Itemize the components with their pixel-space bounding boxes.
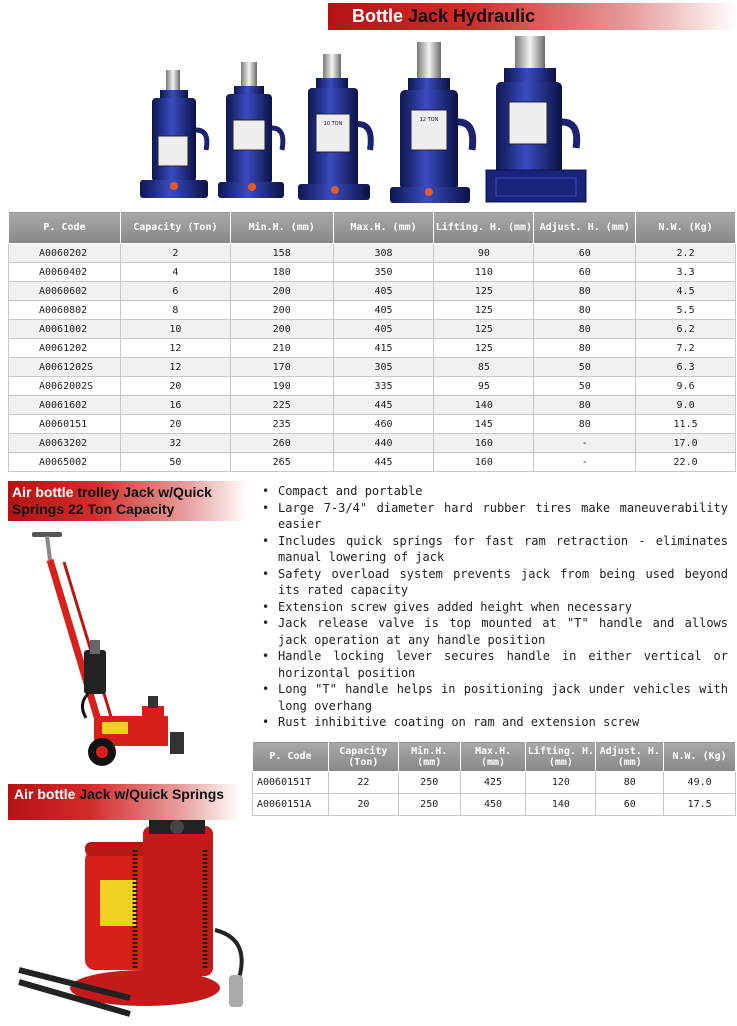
- table-cell: 85: [434, 358, 534, 377]
- table-cell: 95: [434, 377, 534, 396]
- banner-black-text: Jack Hydraulic: [408, 6, 536, 26]
- table-cell: 265: [230, 453, 333, 472]
- bottle-jack-spec-table: [8, 211, 736, 472]
- column-header: Adjust. H. (mm): [596, 742, 664, 772]
- feature-item: • Handle locking lever secures handle in either vertical or horizontal position: [258, 648, 728, 681]
- table-cell: 9.6: [636, 377, 736, 396]
- air-bottle-jack-photo: [15, 820, 265, 1020]
- trolley-jack-banner: [8, 481, 248, 521]
- table-cell: A0061002: [9, 320, 121, 339]
- table-cell: 80: [534, 282, 636, 301]
- table-cell: 4.5: [636, 282, 736, 301]
- table-cell: A0062002S: [9, 377, 121, 396]
- banner-red-text: Air bottle: [14, 786, 76, 802]
- table-cell: 210: [230, 339, 333, 358]
- table-cell: 145: [434, 415, 534, 434]
- trolley-jack-photo: [20, 520, 190, 778]
- jack-2ton: [140, 70, 208, 198]
- table-cell: 3.3: [636, 263, 736, 282]
- table-cell: 405: [333, 301, 434, 320]
- table-cell: 12: [120, 358, 230, 377]
- trolley-jack: [32, 532, 184, 766]
- table-cell: 405: [333, 282, 434, 301]
- table-cell: 4: [120, 263, 230, 282]
- table-cell: 125: [434, 282, 534, 301]
- feature-item: • Compact and portable: [258, 483, 728, 500]
- table-cell: 225: [230, 396, 333, 415]
- table-cell: 6: [120, 282, 230, 301]
- banner-black-text: Jack w/Quick Springs: [79, 786, 225, 802]
- table-cell: 450: [460, 794, 526, 816]
- table-cell: A0060151: [9, 415, 121, 434]
- table-cell: 22: [328, 772, 398, 794]
- table-cell: A0061202: [9, 339, 121, 358]
- table-cell: 10: [120, 320, 230, 339]
- table-cell: 12: [120, 339, 230, 358]
- table-row: [9, 358, 736, 377]
- jack-label: 10 TON: [323, 121, 343, 127]
- column-header: P. Code: [9, 212, 121, 244]
- column-header: P. Code: [253, 742, 329, 772]
- table-cell: 235: [230, 415, 333, 434]
- column-header: Capacity (Ton): [120, 212, 230, 244]
- table-cell: 250: [398, 794, 460, 816]
- table-cell: 2.2: [636, 244, 736, 263]
- table-cell: 445: [333, 396, 434, 415]
- table-cell: 90: [434, 244, 534, 263]
- column-header: Adjust. H. (mm): [534, 212, 636, 244]
- table-cell: 49.0: [664, 772, 736, 794]
- table-row: [9, 434, 736, 453]
- table-cell: 170: [230, 358, 333, 377]
- table-cell: A0065002: [9, 453, 121, 472]
- table-cell: 460: [333, 415, 434, 434]
- table-cell: 60: [534, 244, 636, 263]
- table-row: [9, 263, 736, 282]
- table-cell: A0061202S: [9, 358, 121, 377]
- column-header: Max.H. (mm): [333, 212, 434, 244]
- table-cell: 32: [120, 434, 230, 453]
- table-cell: 80: [534, 301, 636, 320]
- table-row: [9, 396, 736, 415]
- banner-black-text: trolley Jack w/Quick Springs 22 Ton Capacity: [12, 484, 212, 517]
- table-row: [9, 282, 736, 301]
- table-cell: 17.5: [664, 794, 736, 816]
- table-cell: 125: [434, 339, 534, 358]
- table-cell: 20: [120, 415, 230, 434]
- table-cell: 140: [434, 396, 534, 415]
- feature-item: • Jack release valve is top mounted at "T" handle and allows jack operation at any handle position: [258, 615, 728, 648]
- table-row: [9, 244, 736, 263]
- jack-32ton: [486, 36, 586, 202]
- banner-red-text: Bottle: [352, 6, 403, 26]
- table-cell: 120: [526, 772, 596, 794]
- feature-item: • Includes quick springs for fast ram retraction - eliminates manual lowering of jack: [258, 533, 728, 566]
- table-cell: 50: [534, 377, 636, 396]
- feature-item: • Extension screw gives added height when necessary: [258, 599, 728, 616]
- table-cell: 11.5: [636, 415, 736, 434]
- table-cell: A0063202: [9, 434, 121, 453]
- table-cell: 180: [230, 263, 333, 282]
- feature-item: • Safety overload system prevents jack from being used beyond its rated capacity: [258, 566, 728, 599]
- table-cell: A0061602: [9, 396, 121, 415]
- table-cell: A0060151A: [253, 794, 329, 816]
- table-cell: 200: [230, 282, 333, 301]
- table-cell: 200: [230, 301, 333, 320]
- table-cell: 308: [333, 244, 434, 263]
- table-cell: 335: [333, 377, 434, 396]
- table-cell: 250: [398, 772, 460, 794]
- table-cell: 9.0: [636, 396, 736, 415]
- table-cell: 80: [534, 415, 636, 434]
- table-header-row: [9, 212, 736, 244]
- column-header: Max.H. (mm): [460, 742, 526, 772]
- table-cell: 17.0: [636, 434, 736, 453]
- table-cell: 6.2: [636, 320, 736, 339]
- table-row: [253, 794, 736, 816]
- table-cell: 8: [120, 301, 230, 320]
- air-bottle-jack: [19, 820, 243, 1014]
- table-cell: 80: [534, 339, 636, 358]
- banner-red-text: Air bottle: [12, 484, 74, 500]
- column-header: Min.H. (mm): [230, 212, 333, 244]
- feature-item: • Rust inhibitive coating on ram and extension screw: [258, 714, 728, 731]
- table-cell: 445: [333, 453, 434, 472]
- table-cell: 5.5: [636, 301, 736, 320]
- table-cell: 20: [328, 794, 398, 816]
- column-header: Lifting. H. (mm): [434, 212, 534, 244]
- column-header: N.W. (Kg): [636, 212, 736, 244]
- trolley-jack-features: [258, 483, 728, 731]
- table-row: [9, 301, 736, 320]
- trolley-jack-spec-table: [252, 741, 736, 816]
- table-cell: A0060402: [9, 263, 121, 282]
- table-cell: 7.2: [636, 339, 736, 358]
- table-row: [9, 320, 736, 339]
- table-cell: 50: [120, 453, 230, 472]
- table-cell: 160: [434, 434, 534, 453]
- table-cell: 440: [333, 434, 434, 453]
- table-row: [9, 339, 736, 358]
- jack-4ton: [218, 62, 284, 198]
- feature-item: • Long "T" handle helps in positioning jack under vehicles with long overhang: [258, 681, 728, 714]
- table-row: [9, 453, 736, 472]
- bottle-jacks-photo: [130, 32, 600, 207]
- table-cell: -: [534, 434, 636, 453]
- table-cell: 16: [120, 396, 230, 415]
- table-cell: A0060802: [9, 301, 121, 320]
- table-cell: 125: [434, 301, 534, 320]
- air-bottle-jack-banner: [8, 784, 240, 820]
- jack-label: 12 TON: [419, 117, 439, 123]
- table-cell: 22.0: [636, 453, 736, 472]
- table-cell: 350: [333, 263, 434, 282]
- table-row: [9, 415, 736, 434]
- feature-item: • Large 7-3/4" diameter hard rubber tires make maneuverability easier: [258, 500, 728, 533]
- table-cell: 6.3: [636, 358, 736, 377]
- table-row: [9, 377, 736, 396]
- table-cell: 80: [534, 320, 636, 339]
- table-cell: 305: [333, 358, 434, 377]
- table-cell: 80: [534, 396, 636, 415]
- table-cell: 425: [460, 772, 526, 794]
- table-cell: A0060602: [9, 282, 121, 301]
- table-cell: 260: [230, 434, 333, 453]
- table-cell: 60: [534, 263, 636, 282]
- column-header: Capacity (Ton): [328, 742, 398, 772]
- table-cell: 60: [596, 794, 664, 816]
- table-cell: A0060202: [9, 244, 121, 263]
- table-cell: 415: [333, 339, 434, 358]
- column-header: N.W. (Kg): [664, 742, 736, 772]
- table-cell: 158: [230, 244, 333, 263]
- table-cell: 20: [120, 377, 230, 396]
- table-cell: 200: [230, 320, 333, 339]
- table-cell: 110: [434, 263, 534, 282]
- table-cell: A0060151T: [253, 772, 329, 794]
- table-cell: -: [534, 453, 636, 472]
- table-cell: 140: [526, 794, 596, 816]
- table-cell: 160: [434, 453, 534, 472]
- column-header: Min.H. (mm): [398, 742, 460, 772]
- bottle-jack-banner: [328, 3, 737, 30]
- table-cell: 125: [434, 320, 534, 339]
- jack-10ton: [298, 54, 371, 200]
- table-cell: 190: [230, 377, 333, 396]
- table-cell: 50: [534, 358, 636, 377]
- table-cell: 2: [120, 244, 230, 263]
- table-row: [253, 772, 736, 794]
- table-cell: 80: [596, 772, 664, 794]
- table-cell: 405: [333, 320, 434, 339]
- column-header: Lifting. H. (mm): [526, 742, 596, 772]
- jack-20ton: [390, 42, 473, 203]
- table-header-row: [253, 742, 736, 772]
